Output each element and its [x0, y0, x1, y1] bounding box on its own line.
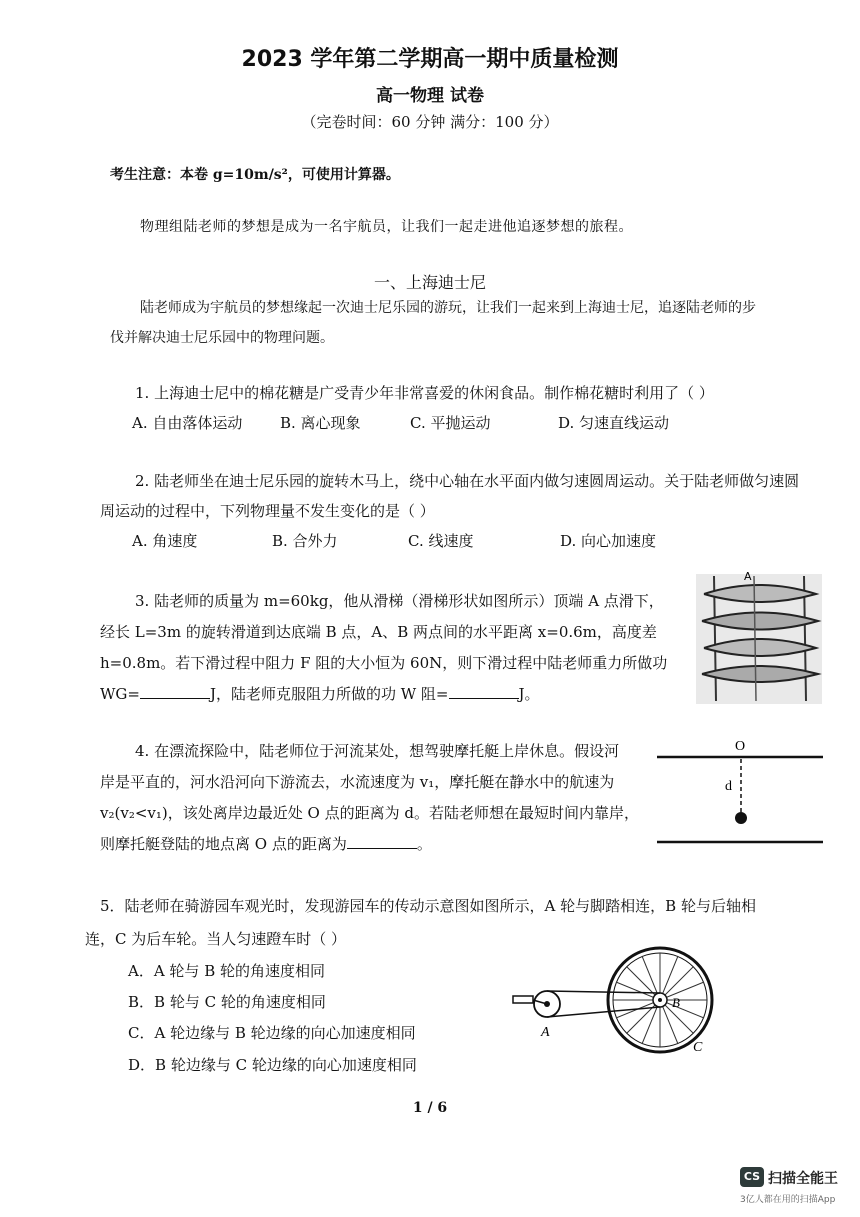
- wheel-label-b: B: [672, 995, 680, 1010]
- section-title: 一、上海迪士尼: [373, 273, 486, 292]
- river-label-d: d: [725, 779, 732, 794]
- q3-line2: 经长 L=3m 的旋转滑道到达底端 B 点，A、B 两点间的水平距离 x=0.6m，高度差: [100, 623, 657, 641]
- exam-title: 2023 学年第二学期高一期中质量检测: [241, 47, 619, 72]
- q4-line1: 4. 在漂流探险中，陆老师位于河流某处，想驾驶摩托艇上岸休息。假设河: [135, 742, 620, 760]
- q2-option-b: B. 合外力: [272, 532, 338, 550]
- q1-stem: 1. 上海迪士尼中的棉花糖是广受青少年非常喜爱的休闲食品。制作棉花糖时利用了（ ）: [135, 384, 714, 402]
- q2-line1: 2. 陆老师坐在迪士尼乐园的旋转木马上，绕中心轴在水平面内做匀速圆周运动。关于陆老师做匀速圆: [135, 472, 800, 490]
- q4-line4-text: 则摩托艇登陆的地点离 O 点的距离为: [100, 835, 347, 853]
- q3-blank-1[interactable]: [140, 698, 210, 699]
- q3-line4-end: J。: [518, 685, 540, 703]
- q3-blank-2[interactable]: [449, 698, 519, 699]
- q4-line3: v₂(v₂<v₁)，该处离岸边最近处 O 点的距离为 d。若陆老师想在最短时间内靠岸，: [100, 804, 639, 822]
- slide-label-a: A: [744, 570, 752, 583]
- scanner-logo-tagline: 3亿人都在用的扫描App: [740, 1195, 836, 1205]
- q1-option-b: B. 离心现象: [280, 414, 361, 432]
- q5-option-a: A．A 轮与 B 轮的角速度相同: [128, 962, 325, 980]
- bicycle-transmission-figure: [505, 944, 735, 1056]
- q1-option-c: C. 平抛运动: [410, 414, 491, 432]
- q5-option-b: B．B 轮与 C 轮的角速度相同: [128, 993, 326, 1011]
- q5-line1: 5．陆老师在骑游园车观光时，发现游园车的传动示意图如图所示，A 轮与脚踏相连，B 轮与后轴相: [100, 897, 756, 915]
- q1-option-a: A. 自由落体运动: [132, 414, 243, 432]
- q4-line4: [100, 833, 432, 854]
- q3-line4: [100, 683, 540, 704]
- exam-time-info: （完卷时间：60 分钟 满分：100 分）: [301, 113, 559, 131]
- wheel-label-c: C: [693, 1040, 703, 1055]
- scanner-logo-badge: CS: [740, 1167, 764, 1187]
- q3-line3: h=0.8m。若下滑过程中阻力 F 阻的大小恒为 60N，则下滑过程中陆老师重力所做功: [100, 654, 668, 672]
- q2-option-d: D. 向心加速度: [560, 532, 657, 550]
- exam-subtitle: 高一物理 试卷: [376, 86, 484, 106]
- q1-option-d: D. 匀速直线运动: [558, 414, 670, 432]
- q3-line1: 3. 陆老师的质量为 m=60kg，他从滑梯（滑梯形状如图所示）顶端 A 点滑下，: [135, 592, 664, 610]
- exam-notice: 考生注意：本卷 g=10m/s²，可使用计算器。: [110, 167, 400, 183]
- q5-option-c: C．A 轮边缘与 B 轮边缘的向心加速度相同: [128, 1024, 416, 1042]
- q2-option-a: A. 角速度: [132, 532, 198, 550]
- exam-intro: 物理组陆老师的梦想是成为一名宇航员，让我们一起走进他追逐梦想的旅程。: [140, 219, 633, 235]
- wheel-label-a: A: [541, 1025, 550, 1040]
- q2-option-c: C. 线速度: [408, 532, 474, 550]
- q4-blank[interactable]: [347, 848, 417, 849]
- section-intro-line1: 陆老师成为宇航员的梦想缘起一次迪士尼乐园的游玩，让我们一起来到上海迪士尼，追逐陆老师的步: [140, 300, 756, 316]
- q4-line2: 岸是平直的，河水沿河向下游流去，水流速度为 v₁，摩托艇在静水中的航速为: [100, 773, 615, 791]
- river-label-o: O: [735, 739, 746, 754]
- river-figure: [655, 732, 825, 850]
- q3-wg-label: WG=: [100, 685, 140, 703]
- spiral-slide-figure: [694, 566, 824, 706]
- scanner-logo-name: 扫描全能王: [768, 1171, 838, 1187]
- q3-line4-mid: J，陆老师克服阻力所做的功 W 阻=: [209, 685, 449, 703]
- q5-option-d: D．B 轮边缘与 C 轮边缘的向心加速度相同: [128, 1056, 417, 1074]
- q5-line2: 连，C 为后车轮。当人匀速蹬车时（ ）: [85, 930, 347, 948]
- q2-line2: 周运动的过程中，下列物理量不发生变化的是（ ）: [100, 502, 435, 520]
- q4-line4-end: 。: [416, 835, 432, 853]
- page-number: 1 / 6: [412, 1100, 448, 1116]
- section-intro-line2: 伐并解决迪士尼乐园中的物理问题。: [110, 330, 334, 346]
